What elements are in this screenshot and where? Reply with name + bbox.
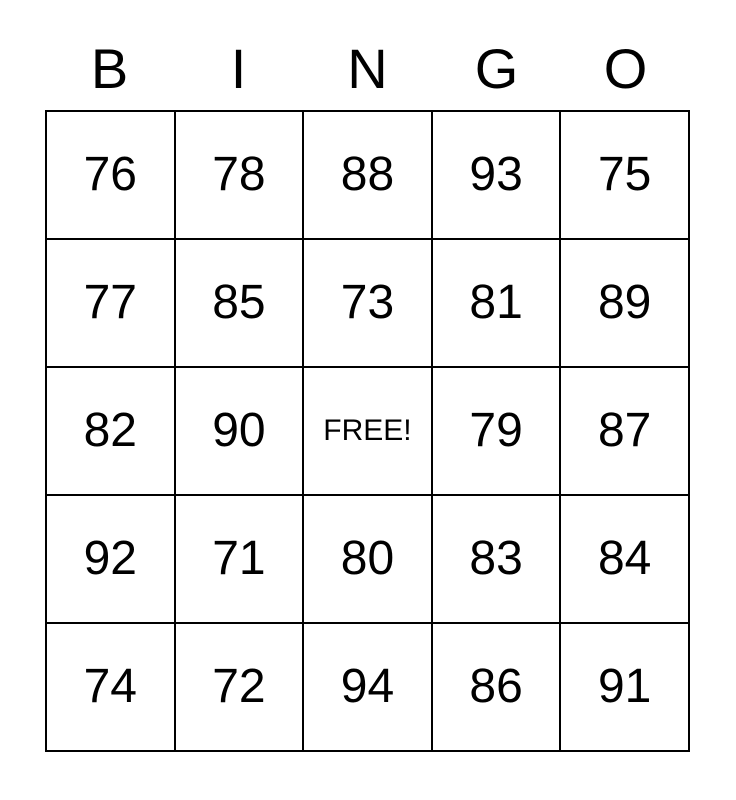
bingo-cell[interactable]: 86	[433, 624, 562, 752]
bingo-free-space[interactable]: FREE!	[304, 368, 433, 496]
bingo-cell[interactable]: 73	[304, 240, 433, 368]
bingo-cell[interactable]: 76	[47, 112, 176, 240]
bingo-cell[interactable]: 71	[176, 496, 305, 624]
bingo-cell[interactable]: 72	[176, 624, 305, 752]
bingo-card	[45, 28, 690, 752]
bingo-cell[interactable]: 85	[176, 240, 305, 368]
bingo-header-g: G	[474, 37, 519, 100]
bingo-cell[interactable]: 88	[304, 112, 433, 240]
bingo-header-b: B	[90, 37, 129, 100]
bingo-cell[interactable]: 75	[561, 112, 690, 240]
bingo-cell[interactable]: 87	[561, 368, 690, 496]
bingo-cell[interactable]: 81	[433, 240, 562, 368]
bingo-header-n: N	[347, 37, 388, 100]
bingo-row	[47, 624, 690, 752]
bingo-cell[interactable]: 92	[47, 496, 176, 624]
bingo-row	[47, 368, 690, 496]
bingo-cell[interactable]: 90	[176, 368, 305, 496]
bingo-row	[47, 240, 690, 368]
bingo-cell[interactable]: 89	[561, 240, 690, 368]
bingo-cell[interactable]: 84	[561, 496, 690, 624]
bingo-cell[interactable]: 74	[47, 624, 176, 752]
bingo-row	[47, 112, 690, 240]
bingo-cell[interactable]: 94	[304, 624, 433, 752]
bingo-cell[interactable]: 79	[433, 368, 562, 496]
bingo-cell[interactable]: 77	[47, 240, 176, 368]
bingo-cell[interactable]: 91	[561, 624, 690, 752]
bingo-cell[interactable]: 80	[304, 496, 433, 624]
bingo-header-o: O	[603, 37, 648, 100]
bingo-header-row	[45, 28, 690, 110]
bingo-row	[47, 496, 690, 624]
bingo-grid	[45, 110, 690, 752]
bingo-cell[interactable]: 93	[433, 112, 562, 240]
bingo-cell[interactable]: 82	[47, 368, 176, 496]
bingo-header-i: I	[230, 37, 247, 100]
bingo-cell[interactable]: 83	[433, 496, 562, 624]
bingo-cell[interactable]: 78	[176, 112, 305, 240]
